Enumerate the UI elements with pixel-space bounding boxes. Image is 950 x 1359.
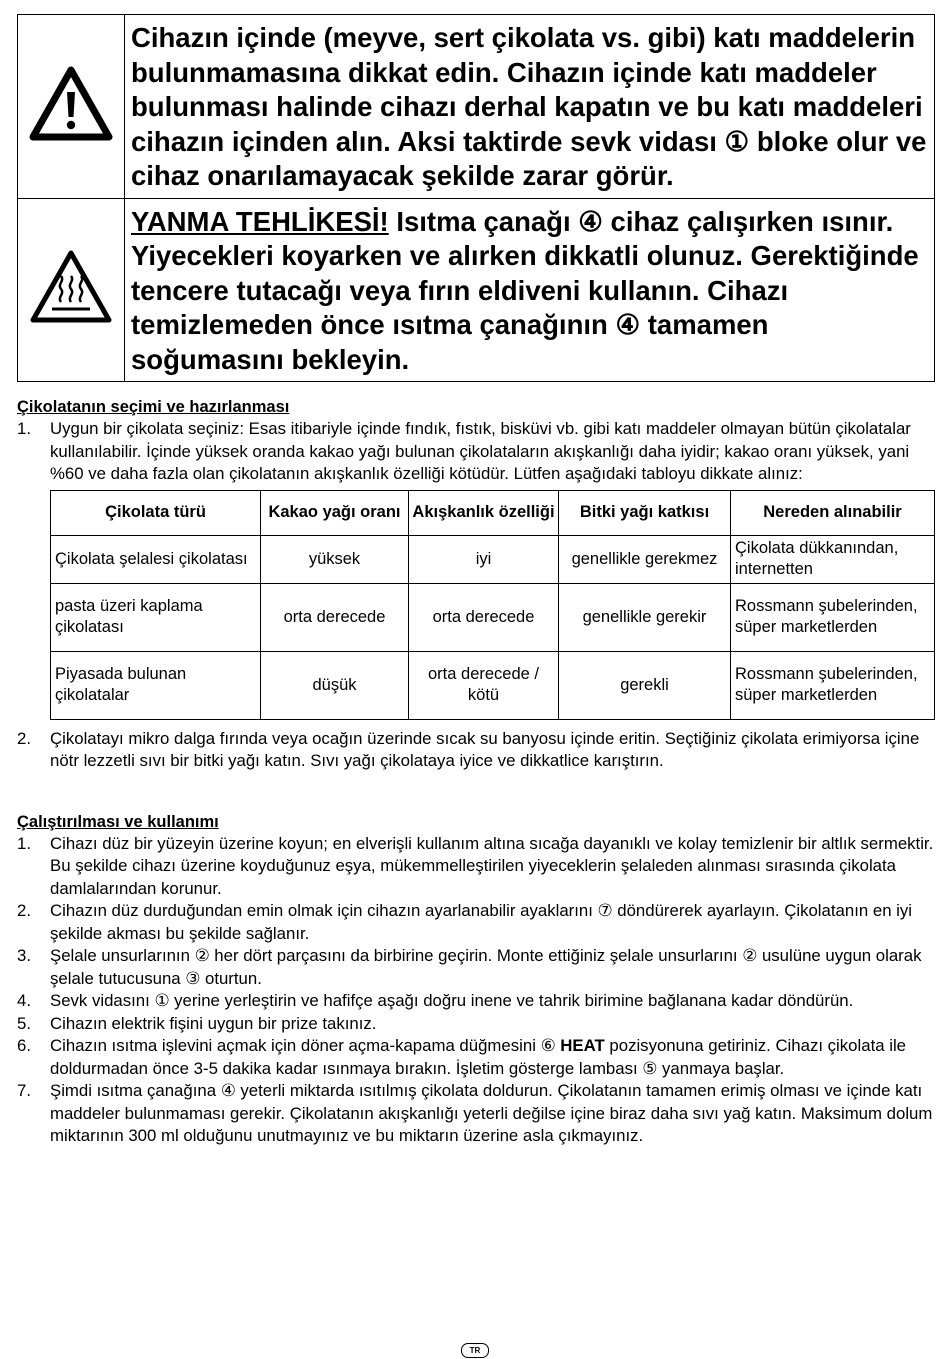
step-text: Şimdi ısıtma çanağına ④ yeterli miktarda ısıtılmış çikolata doldurun. Çikolatanın tamamen erimiş olması ve içinde katı maddeler bulunmaması gerekir. Çikolatanın akışkanlığı yeterli değilse içine biraz daha sıvı yağ katın. Maksimum dolum miktarının 300 ml olduğunu unutmayınız ve bu miktarın üzerine asla çıkmayınız. — [50, 1081, 933, 1145]
list-item — [17, 1080, 935, 1148]
table-cell: genellikle gerekir — [559, 583, 731, 651]
hot-surface-icon-cell — [18, 198, 125, 382]
table-cell: orta derecede / kötü — [409, 651, 559, 719]
step-number: 1. — [17, 833, 31, 853]
list-item — [17, 1035, 935, 1080]
table-cell: Piyasada bulunan çikolatalar — [51, 651, 261, 719]
step-text: Cihazın ısıtma işlevini açmak için döner açma-kapama düğmesini ⑥ — [50, 1036, 561, 1055]
burn-danger-text: Isıtma çanağı ④ cihaz çalışırken ısınır. Yiyecekleri koyarken ve alırken dikkatli olunuz. Gerektiğinde tencere tutacağı veya fırın eldiveni kullanın. Cihazı temizlemeden önce ısıtma çanağının ④ tamamen soğumasını bekleyin. — [131, 205, 919, 375]
table-cell: iyi — [409, 535, 559, 583]
step-number: 4. — [17, 991, 31, 1010]
step-number: 2. — [17, 901, 31, 920]
warning-icon-cell — [18, 15, 125, 199]
step-number: 3. — [17, 946, 31, 965]
step-number: 1. — [17, 419, 31, 438]
column-header: Nereden alınabilir — [731, 490, 935, 535]
chocolate-comparison-table — [50, 490, 935, 720]
heat-setting-label: HEAT — [560, 1036, 605, 1055]
list-item — [17, 990, 935, 1013]
step-text: Sevk vidasını ① yerine yerleştirin ve hafifçe aşağı doğru inene ve tahrik birimine bağlanana kadar döndürün. — [50, 991, 854, 1010]
table-cell: orta derecede — [409, 583, 559, 651]
step-text: pozisyonuna getiriniz. Cihazı çikolata ile doldurmadan önce 3-5 dakika kadar ısınmaya bırakın. İşletim gösterge lambası ⑤ yanmaya başlar. — [50, 1036, 907, 1078]
hot-surface-icon — [28, 248, 114, 326]
table-cell: Rossmann şubelerinden, süper marketlerden — [731, 583, 935, 651]
table-cell: yüksek — [261, 535, 409, 583]
warning-exclamation-icon — [28, 65, 114, 143]
step-number: 7. — [17, 1081, 31, 1100]
step-text: Çikolatayı mikro dalga fırında veya ocağın üzerinde sıcak su banyosu içinde eritin. Seçtiğiniz çikolata erimiyorsa içine nötr lezzetli sıvı bir bitki yağı katın. Sıvı yağı çikolataya iyice ve dikkatlice karıştırın. — [50, 728, 920, 770]
list-item — [17, 945, 935, 990]
list-item — [17, 418, 935, 486]
warning-table — [17, 14, 935, 382]
table-row — [51, 535, 935, 583]
column-header: Çikolata türü — [51, 490, 261, 535]
list-item — [17, 833, 935, 901]
table-cell: Rossmann şubelerinden, süper marketlerden — [731, 651, 935, 719]
step-text: Uygun bir çikolata seçiniz: Esas itibariyle içinde fındık, fıstık, bisküvi vb. gibi katı maddeler olmayan bütün çikolatalar kullanılabilir. İçinde yüksek oranda kakao yağı bulunan çikolataların akışkanlığı daha iyidir; kakao oranı yüksek, yani %60 ve daha fazla olan çikolatanın akışkanlık özelliği kötüdür. Lütfen aşağıdaki tabloyu dikkate alınız: — [50, 419, 911, 483]
section-title-operation: Çalıştırılması ve kullanımı — [17, 812, 219, 831]
warning-row — [18, 198, 935, 382]
column-header: Bitki yağı katkısı — [559, 490, 731, 535]
table-cell: Çikolata dükkanından, internetten — [731, 535, 935, 583]
section-title-chocolate-selection: Çikolatanın seçimi ve hazırlanması — [17, 398, 290, 416]
warning-row — [18, 15, 935, 199]
table-cell: Çikolata şelalesi çikolatası — [51, 535, 261, 583]
chocolate-selection-steps — [17, 418, 935, 486]
step-text: Şelale unsurlarının ② her dört parçasını da birbirine geçirin. Monte ettiğiniz şelale unsurlarını ② usulüne uygun olarak şelale tutucusuna ③ oturtun. — [50, 946, 922, 988]
manual-page — [17, 14, 935, 1148]
column-header: Akışkanlık özelliği — [409, 490, 559, 535]
warning-text-burn-danger — [125, 198, 935, 382]
chocolate-selection-steps-continued — [17, 728, 935, 773]
language-badge: TR — [461, 1343, 489, 1358]
warning-text-solid-objects: Cihazın içinde (meyve, sert çikolata vs. gibi) katı maddelerin bulunmamasına dikkat edin. Cihazın içinde katı maddeler bulunması halinde cihazı derhal kapatın ve bu katı maddeleri cihazın içinden alın. Aksi taktirde sevk vidası ① bloke olur ve cihaz onarılamayacak şekilde zarar görür. — [125, 15, 935, 199]
list-item — [17, 900, 935, 945]
table-cell: orta derecede — [261, 583, 409, 651]
step-number: 6. — [17, 1036, 31, 1055]
table-row — [51, 583, 935, 651]
table-cell: düşük — [261, 651, 409, 719]
table-header-row — [51, 490, 935, 535]
step-number: 2. — [17, 728, 31, 748]
table-cell: genellikle gerekmez — [559, 535, 731, 583]
step-text: Cihazın düz durduğundan emin olmak için cihazın ayarlanabilir ayaklarını ⑦ döndürerek ayarlayın. Çikolatanın en iyi şekilde akması bu şekilde sağlanır. — [50, 901, 913, 943]
step-text: Cihazı düz bir yüzeyin üzerine koyun; en elverişli kullanım altına sıcağa dayanıklı ve kolay temizlenir bir altlık sermektir. Bu şekilde cihazı üzerine koyduğunuz eşya, mükemmelleştirilen yiyeceklerin şelaleden alınması sırasında çikolata damlalarından korunur. — [50, 833, 934, 898]
table-cell: pasta üzeri kaplama çikolatası — [51, 583, 261, 651]
list-item — [17, 1013, 935, 1036]
list-item — [17, 728, 935, 773]
operation-steps — [17, 833, 935, 1148]
step-number: 5. — [17, 1013, 31, 1033]
table-cell: gerekli — [559, 651, 731, 719]
column-header: Kakao yağı oranı — [261, 490, 409, 535]
step-text: Cihazın elektrik fişini uygun bir prize takınız. — [50, 1013, 377, 1033]
table-row — [51, 651, 935, 719]
burn-danger-heading: YANMA TEHLİKESİ! — [131, 205, 389, 237]
